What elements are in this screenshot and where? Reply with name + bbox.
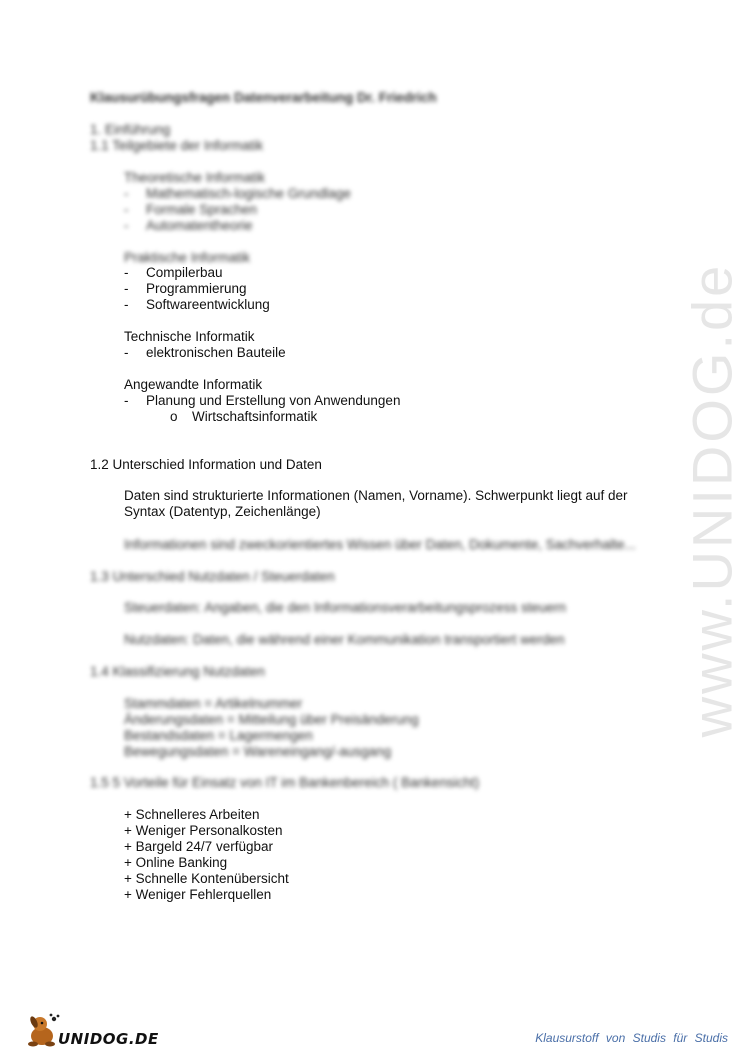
theo-item-2: Formale Sprachen (146, 202, 258, 217)
klass-item-2: Änderungsdaten = Mitteilung über Preisänderung (124, 712, 419, 727)
prak-item-1: Compilerbau (146, 265, 223, 280)
prak-dash-1: - (124, 265, 129, 280)
klass-item-3: Bestandsdaten = Lagermengen (124, 728, 313, 743)
steuer-line: Steuerdaten: Angaben, die den Informationsverarbeitungsprozess steuern (124, 600, 567, 615)
section-1-3-heading: 1.3 Unterschied Nutzdaten / Steuerdaten (90, 569, 335, 584)
daten-line-1: Daten sind strukturierte Informationen (Namen, Vorname). Schwerpunkt liegt auf der (124, 488, 628, 503)
ang-sub-item: Wirtschaftsinformatik (192, 409, 318, 424)
theo-heading: Theoretische Informatik (124, 170, 266, 185)
prak-dash-3: - (124, 297, 129, 312)
tech-heading: Technische Informatik (124, 329, 255, 344)
unidog-logo-text: UNIDOG.DE (58, 1030, 159, 1048)
vorteil-4: + Online Banking (124, 855, 228, 870)
theo-dash-1: - (124, 186, 129, 201)
klass-item-1: Stammdaten = Artikelnummer (124, 696, 303, 711)
daten-line-2: Syntax (Datentyp, Zeichenlänge) (124, 504, 321, 519)
vorteil-1: + Schnelleres Arbeiten (124, 807, 260, 822)
watermark: www.UNIDOG.de (680, 262, 744, 738)
section-1-heading: 1. Einführung (90, 122, 171, 137)
info-line: Informationen sind zweckorientiertes Wissen über Daten, Dokumente, Sachverhalte... (124, 537, 636, 552)
document-title: Klausurübungsfragen Datenverarbeitung Dr. Friedrich (90, 90, 437, 105)
vorteil-6: + Weniger Fehlerquellen (124, 887, 272, 902)
section-1-5-heading: 1.5 5 Vorteile für Einsatz von IT im Bankenbereich ( Bankensicht) (90, 775, 480, 790)
footer-tagline: Klausurstoff von Studis für Studis (535, 1031, 728, 1045)
ang-dash-1: - (124, 393, 129, 408)
prak-item-2: Programmierung (146, 281, 247, 296)
prak-dash-2: - (124, 281, 129, 296)
theo-dash-3: - (124, 218, 129, 233)
section-1-4-heading: 1.4 Klassifizierung Nutzdaten (90, 664, 265, 679)
ang-item-1: Planung und Erstellung von Anwendungen (146, 393, 401, 408)
ang-heading: Angewandte Informatik (124, 377, 263, 392)
klass-item-4: Bewegungsdaten = Wareneingang/-ausgang (124, 744, 392, 759)
nutz-line: Nutzdaten: Daten, die während einer Kommunikation transportiert werden (124, 632, 565, 647)
theo-item-3: Automatentheorie (146, 218, 253, 233)
tech-item-1: elektronischen Bauteile (146, 345, 286, 360)
prak-item-3: Softwareentwicklung (146, 297, 270, 312)
theo-dash-2: - (124, 202, 129, 217)
ang-sub-bullet: o (170, 409, 178, 424)
theo-item-1: Mathematisch-logische Grundlage (146, 186, 351, 201)
vorteil-3: + Bargeld 24/7 verfügbar (124, 839, 273, 854)
section-1-2-heading: 1.2 Unterschied Information und Daten (90, 457, 322, 472)
section-1-1-heading: 1.1 Teilgebiete der Informatik (90, 138, 264, 153)
prak-heading: Praktische Informatik (124, 250, 251, 265)
vorteil-2: + Weniger Personalkosten (124, 823, 283, 838)
tech-dash-1: - (124, 345, 129, 360)
vorteil-5: + Schnelle Kontenübersicht (124, 871, 289, 886)
